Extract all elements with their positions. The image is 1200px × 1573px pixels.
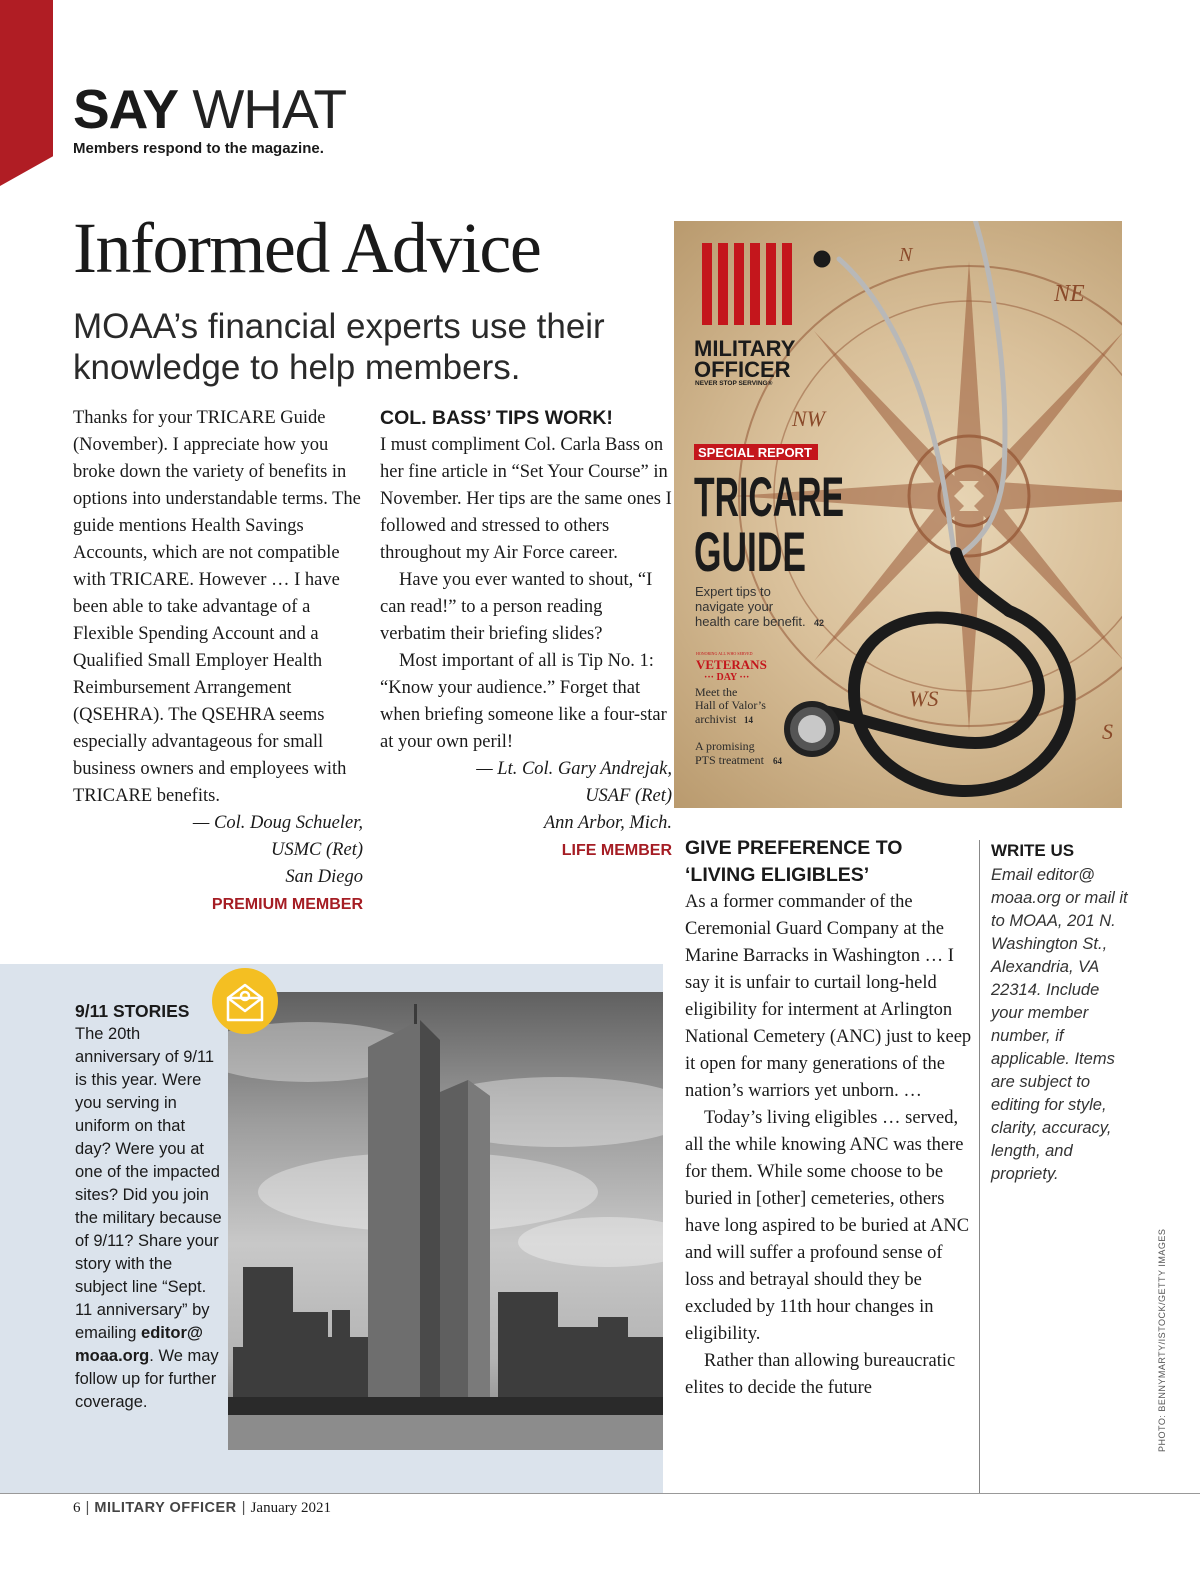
- cover-vet-text3: archivist: [695, 712, 737, 726]
- stories-callout: [75, 1000, 225, 1414]
- footer-separator: |: [85, 1499, 90, 1516]
- footer-separator: |: [241, 1499, 246, 1516]
- magazine-cover-image: [674, 221, 1122, 808]
- letter-paragraph: As a former commander of the Ceremonial Guard Company at the Marine Barracks in Washington … I say it is unfair to curtail long-held eligibility for interment at Arlington National Cemetery (ANC) just to keep it open for many generations of the nation’s warriors yet unborn. …: [685, 892, 972, 1101]
- cover-masthead-line2: OFFICER: [694, 357, 791, 382]
- cover-blurb-page: 42: [814, 618, 825, 628]
- section-title: [73, 78, 347, 140]
- compass-ws: WS: [909, 686, 939, 711]
- signature-name: — Col. Doug Schueler,: [192, 813, 363, 833]
- page-headline: Informed Advice: [73, 208, 541, 288]
- skyline-artwork: [228, 992, 663, 1450]
- member-badge: PREMIUM MEMBER: [211, 896, 363, 913]
- tower-icon: [368, 1004, 440, 1402]
- footer-date: January 2021: [250, 1500, 331, 1516]
- cover-vet-page: 14: [744, 715, 753, 725]
- letter-paragraph: Have you ever wanted to shout, “I can read!” to a person reading verbatim their briefing slides?: [380, 570, 653, 644]
- compass-s: S: [1102, 719, 1113, 744]
- footer-magazine: MILITARY OFFICER: [94, 1500, 237, 1516]
- letter-living-eligibles: [685, 835, 973, 1402]
- compass-ne: NE: [1054, 281, 1085, 307]
- stories-body-end: . We may follow up for further coverage.: [75, 1347, 219, 1411]
- page-deck: MOAA’s financial experts use their knowledge to help members.: [73, 307, 605, 387]
- letter-paragraph: Rather than allowing bureaucratic elites to decide the future: [685, 1351, 956, 1398]
- letter-heading: COL. BASS’ TIPS WORK!: [380, 407, 613, 429]
- photo-credit: PHOTO: BENNYMARTY/ISTOCK/GETTY IMAGES: [1157, 1228, 1167, 1452]
- letter-paragraph: I must compliment Col. Carla Bass on her fine article in “Set Your Course” in November. Her tips are the same ones I followed and stressed to others throughout my Air Force career.: [380, 435, 672, 563]
- cover-blurb-line1: Expert tips to: [695, 584, 771, 599]
- cover-pts-page: 64: [773, 756, 782, 766]
- mail-badge: [212, 968, 278, 1034]
- cover-special-report: SPECIAL REPORT: [698, 445, 812, 460]
- column-divider: [979, 840, 980, 1493]
- write-us-body: Email editor@ moaa.org or mail it to MOAA, 201 N. Washington St., Alexandria, VA 22314. Include your member number, if applicable. Items are subject to editing for style, clarity, accuracy, length, and propriety.: [991, 866, 1128, 1183]
- signature-rank: USAF (Ret): [585, 786, 672, 806]
- cover-title-line2: GUIDE: [694, 520, 806, 583]
- signature-location: San Diego: [285, 867, 363, 887]
- stories-heading: 9/11 STORIES: [75, 1001, 190, 1021]
- cover-blurb-line2: navigate your: [695, 599, 774, 614]
- moaa-logo: [702, 243, 792, 325]
- letter-schueler: [73, 405, 363, 918]
- cover-artwork: [674, 221, 1122, 808]
- compass-nw: NW: [792, 406, 825, 431]
- compass-n: N: [899, 244, 913, 266]
- cover-tagline: NEVER STOP SERVING®: [695, 380, 773, 387]
- letter-paragraph: Today’s living eligibles … served, all the while knowing ANC was there for them. While some choose to be buried in [other] cemeteries, others have long aspired to be buried at ANC and will suffer a profound sense of loss and betrayal should they be excluded by 11th hour changes in eligibility.: [685, 1108, 970, 1344]
- cover-pts1: A promising: [695, 739, 755, 753]
- cover-title-line1: TRICARE: [694, 465, 844, 528]
- section-subtitle: Members respond to the magazine.: [73, 140, 324, 157]
- letter-paragraph: Most important of all is Tip No. 1: “Know your audience.” Forget that when briefing someone like a four-star at your own peril!: [380, 651, 667, 752]
- tower-icon: [440, 1080, 490, 1402]
- letter-heading-line1: GIVE PREFERENCE TO: [685, 837, 903, 859]
- page-number: 6: [73, 1500, 81, 1516]
- stories-email-line1[interactable]: editor@: [141, 1324, 203, 1342]
- letter-body: Thanks for your TRICARE Guide (November). I appreciate how you broke down the variety of benefits in options into understandable terms. The guide mentions Health Savings Accounts, which are not compatible with TRICARE. However … I have been able to take advantage of a Flexible Spending Account and a Qualified Small Employer Health Reimbursement Arrangement (QSEHRA). The QSEHRA seems especially advantageous for small business owners and employees with TRICARE benefits.: [73, 408, 361, 806]
- cover-masthead-line1: MILITARY: [694, 336, 796, 361]
- letter-heading-line2: ‘LIVING ELIGIBLES’: [685, 864, 870, 886]
- stories-email-line2[interactable]: moaa.org: [75, 1347, 150, 1365]
- letter-andrejak: [380, 405, 672, 864]
- member-badge: LIFE MEMBER: [561, 842, 672, 859]
- section-title-light: WHAT: [192, 78, 347, 140]
- footer-rule: [0, 1493, 1200, 1494]
- section-title-bold: SAY: [73, 78, 179, 140]
- signature-location: Ann Arbor, Mich.: [543, 813, 672, 833]
- signature-name: — Lt. Col. Gary Andrejak,: [476, 759, 672, 779]
- write-us-heading: WRITE US: [991, 841, 1075, 860]
- cover-vet-small: HONORING ALL WHO SERVED: [696, 651, 753, 656]
- twin-towers-photo: [228, 992, 663, 1450]
- cover-blurb-line3: health care benefit.: [695, 614, 806, 629]
- stories-body: The 20th anniversary of 9/11 is this year. Were you serving in uniform on that day? Were you at one of the impacted sites? Did you join the military because of 9/11? Share your story with the subject line “Sept. 11 anniversary” by emailing: [75, 1025, 222, 1342]
- signature-rank: USMC (Ret): [271, 840, 363, 860]
- cover-day: ··· DAY ···: [704, 672, 750, 683]
- cover-vet-text2: Hall of Valor’s: [695, 698, 766, 712]
- cover-pts2: PTS treatment: [695, 753, 764, 767]
- page-footer: [73, 1499, 331, 1517]
- red-corner-tab: [0, 0, 53, 186]
- cover-vet-text1: Meet the: [695, 685, 738, 699]
- cover-veterans: VETERANS: [696, 657, 767, 672]
- envelope-icon: [212, 968, 278, 1034]
- write-us-box: [991, 838, 1131, 1186]
